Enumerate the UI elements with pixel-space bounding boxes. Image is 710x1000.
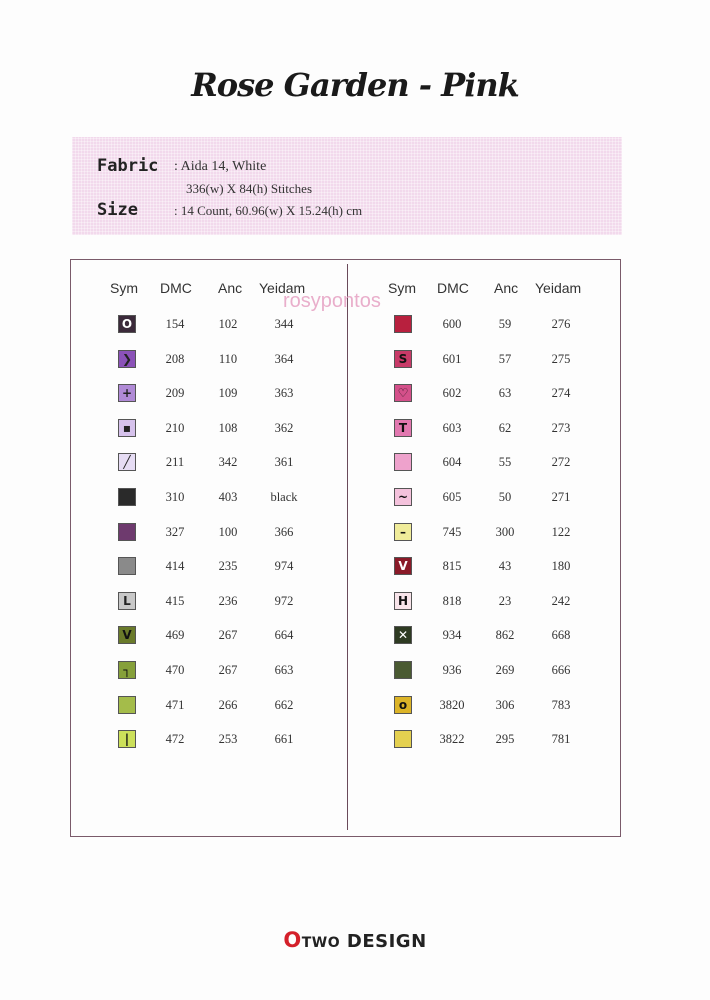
symbol-swatch [118,696,136,714]
anchor-number: 55 [498,455,512,469]
dmc-number: 210 [165,421,185,435]
fabric-label: Fabric [97,156,159,176]
yeidam-number: 122 [551,525,571,539]
yeidam-number: 364 [274,352,294,366]
dmc-number: 602 [442,386,462,400]
anchor-number: 403 [218,490,238,504]
anchor-number: 300 [495,525,515,539]
yeidam-number: 361 [274,455,294,469]
symbol-swatch: H [394,592,412,610]
thread-key-frame [70,259,621,837]
yeidam-number: 972 [274,594,294,608]
yeidam-number: 272 [551,455,571,469]
anchor-number: 108 [218,421,238,435]
dmc-number: 470 [165,663,185,677]
watermark: rosypontos [283,290,381,312]
yeidam-number: 366 [274,525,294,539]
anchor-number: 50 [498,490,512,504]
yeidam-number: 344 [274,317,294,331]
symbol-swatch [394,730,412,748]
dmc-number: 208 [165,352,185,366]
yeidam-number: 662 [274,698,294,712]
symbol-swatch [118,523,136,541]
yeidam-number: 274 [551,386,571,400]
brand-logo [0,928,710,952]
anchor-number: 62 [498,421,512,435]
symbol-swatch [394,453,412,471]
page-title: Rose Garden - Pink [191,66,519,104]
dmc-number: 934 [442,628,462,642]
logo-two: TWO [301,935,341,951]
header-yeidam-right: Yeidam [535,280,582,296]
dmc-number: 209 [165,386,185,400]
yeidam-number: black [270,490,298,504]
dmc-number: 310 [165,490,185,504]
dmc-number: 469 [165,628,185,642]
dmc-number: 603 [442,421,462,435]
dmc-number: 414 [165,559,185,573]
yeidam-number: 242 [551,594,571,608]
dmc-number: 815 [442,559,462,573]
header-anc-right: Anc [494,280,519,296]
yeidam-number: 781 [551,732,571,746]
dmc-number: 601 [442,352,462,366]
symbol-swatch: V [118,626,136,644]
symbol-swatch: O [118,315,136,333]
anchor-number: 23 [498,594,512,608]
yeidam-number: 666 [551,663,571,677]
dmc-number: 211 [165,455,185,469]
yeidam-number: 273 [551,421,571,435]
dmc-number: 818 [442,594,462,608]
yeidam-number: 668 [551,628,571,642]
dmc-number: 327 [165,525,185,539]
symbol-swatch [394,661,412,679]
anchor-number: 267 [218,663,238,677]
yeidam-number: 661 [274,732,294,746]
dmc-number: 471 [165,698,185,712]
symbol-swatch: ╱ [118,453,136,471]
symbol-swatch: S [394,350,412,368]
size-label: Size [97,200,138,220]
fabric-info-box [72,137,622,235]
yeidam-number: 664 [274,628,294,642]
symbol-swatch [118,557,136,575]
dmc-number: 936 [442,663,462,677]
anchor-number: 63 [498,386,512,400]
anchor-number: 342 [218,455,238,469]
anchor-number: 235 [218,559,238,573]
yeidam-number: 783 [551,698,571,712]
anchor-number: 253 [218,732,238,746]
anchor-number: 269 [495,663,515,677]
yeidam-number: 271 [551,490,571,504]
dmc-number: 604 [442,455,462,469]
anchor-number: 110 [218,352,238,366]
header-dmc-right: DMC [437,280,469,296]
size-value: : 14 Count, 60.96(w) X 15.24(h) cm [174,203,363,218]
symbol-swatch [118,488,136,506]
symbol-swatch: L [118,592,136,610]
header-sym-right: Sym [388,280,416,296]
anchor-number: 100 [218,525,238,539]
anchor-number: 236 [218,594,238,608]
fabric-value: : Aida 14, White [174,159,267,174]
dmc-number: 415 [165,594,185,608]
dmc-number: 605 [442,490,462,504]
anchor-number: 267 [218,628,238,642]
yeidam-number: 363 [274,386,294,400]
anchor-number: 306 [495,698,515,712]
anchor-number: 57 [498,352,512,366]
logo-design: DESIGN [346,931,427,952]
dmc-number: 154 [165,317,185,331]
header-yeidam-left: Yeidam [259,280,306,296]
dmc-number: 600 [442,317,462,331]
symbol-swatch: + [118,384,136,402]
anchor-number: 102 [218,317,238,331]
anchor-number: 862 [495,628,515,642]
symbol-swatch: o [394,696,412,714]
symbol-swatch: ♡ [394,384,412,402]
stitch-count: 336(w) X 84(h) Stitches [186,181,313,196]
yeidam-number: 275 [551,352,571,366]
header-sym-left: Sym [110,280,138,296]
symbol-swatch: ~ [394,488,412,506]
header-anc-left: Anc [218,280,243,296]
yeidam-number: 180 [551,559,571,573]
dmc-number: 745 [442,525,462,539]
column-divider [347,264,348,830]
symbol-swatch: ❯ [118,350,136,368]
symbol-swatch: ✕ [394,626,412,644]
dmc-number: 3822 [439,732,465,746]
anchor-number: 295 [495,732,515,746]
dmc-number: 472 [165,732,185,746]
dmc-number: 3820 [439,698,465,712]
symbol-swatch: – [394,523,412,541]
symbol-swatch [394,315,412,333]
symbol-swatch: ┐ [118,661,136,679]
anchor-number: 266 [218,698,238,712]
symbol-swatch: V [394,557,412,575]
yeidam-number: 276 [551,317,571,331]
yeidam-number: 362 [274,421,294,435]
symbol-swatch: ▪ [118,419,136,437]
yeidam-number: 663 [274,663,294,677]
symbol-swatch: | [118,730,136,748]
anchor-number: 59 [498,317,512,331]
anchor-number: 43 [498,559,512,573]
symbol-swatch: T [394,419,412,437]
header-dmc-left: DMC [160,280,192,296]
anchor-number: 109 [218,386,238,400]
yeidam-number: 974 [274,559,294,573]
logo-o: O [283,928,302,952]
